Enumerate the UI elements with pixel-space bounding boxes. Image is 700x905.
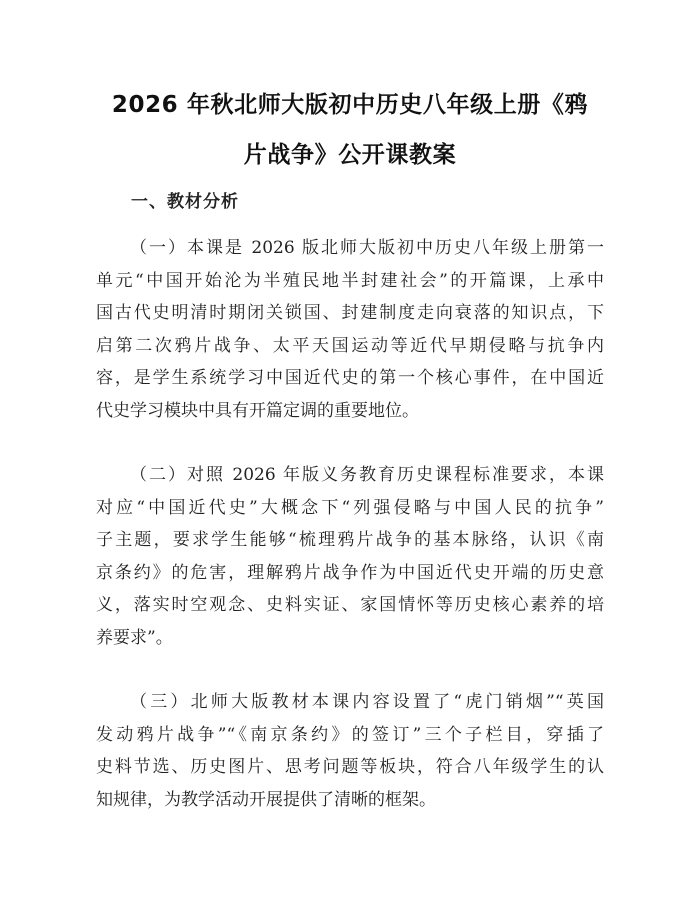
paragraph-line: 代史学习模块中具有开篇定调的重要地位。 — [96, 400, 419, 421]
paragraph-line: （三）北师大版教材本课内容设置了“虎门销烟”“英国 — [130, 692, 604, 712]
paragraph-line: 史料节选、历史图片、思考问题等板块，符合八年级学生的认 — [96, 757, 604, 778]
paragraph-line: 容，是学生系统学习中国近代史的第一个核心事件，在中国近 — [96, 368, 604, 389]
paragraph-line: 知规律，为教学活动开展提供了清晰的框架。 — [96, 789, 436, 810]
paragraph-line: 启第二次鸦片战争、太平天国运动等近代早期侵略与抗争内 — [96, 335, 604, 356]
document-title-line: 片战争》公开课教案 — [243, 142, 457, 168]
paragraph-line: 发动鸦片战争”“《南京条约》的签订”三个子栏目，穿插了 — [96, 724, 604, 745]
paragraph-line: （一）本课是 2026 版北师大版初中历史八年级上册第一 — [130, 238, 604, 258]
paragraph-line: 京条约》的危害，理解鸦片战争作为中国近代史开端的历史意 — [96, 562, 604, 583]
paragraph-line: 国古代史明清时期闭关锁国、封建制度走向衰落的知识点，下 — [96, 303, 604, 324]
paragraph-line: 养要求”。 — [96, 627, 173, 648]
document-title-line: 2026 年秋北师大版初中历史八年级上册《鸦 — [111, 92, 589, 118]
document-title — [96, 80, 604, 180]
paragraph-line: 对应“中国近代史”大概念下“列强侵略与中国人民的抗争” — [96, 497, 604, 518]
paragraph-3 — [96, 686, 604, 816]
paragraph-line: 单元“中国开始沦为半殖民地半封建社会”的开篇课，上承中 — [96, 270, 604, 291]
paragraph-2 — [96, 459, 604, 655]
paragraph-line: 义，落实时空观念、史料实证、家国情怀等历史核心素养的培 — [96, 595, 604, 616]
section-heading: 一、教材分析 — [131, 192, 239, 212]
paragraph-line: 子主题，要求学生能够“梳理鸦片战争的基本脉络，认识《南 — [96, 530, 604, 551]
paragraph-line: （二）对照 2026 年版义务教育历史课程标准要求，本课 — [130, 465, 604, 485]
paragraph-1 — [96, 232, 604, 428]
